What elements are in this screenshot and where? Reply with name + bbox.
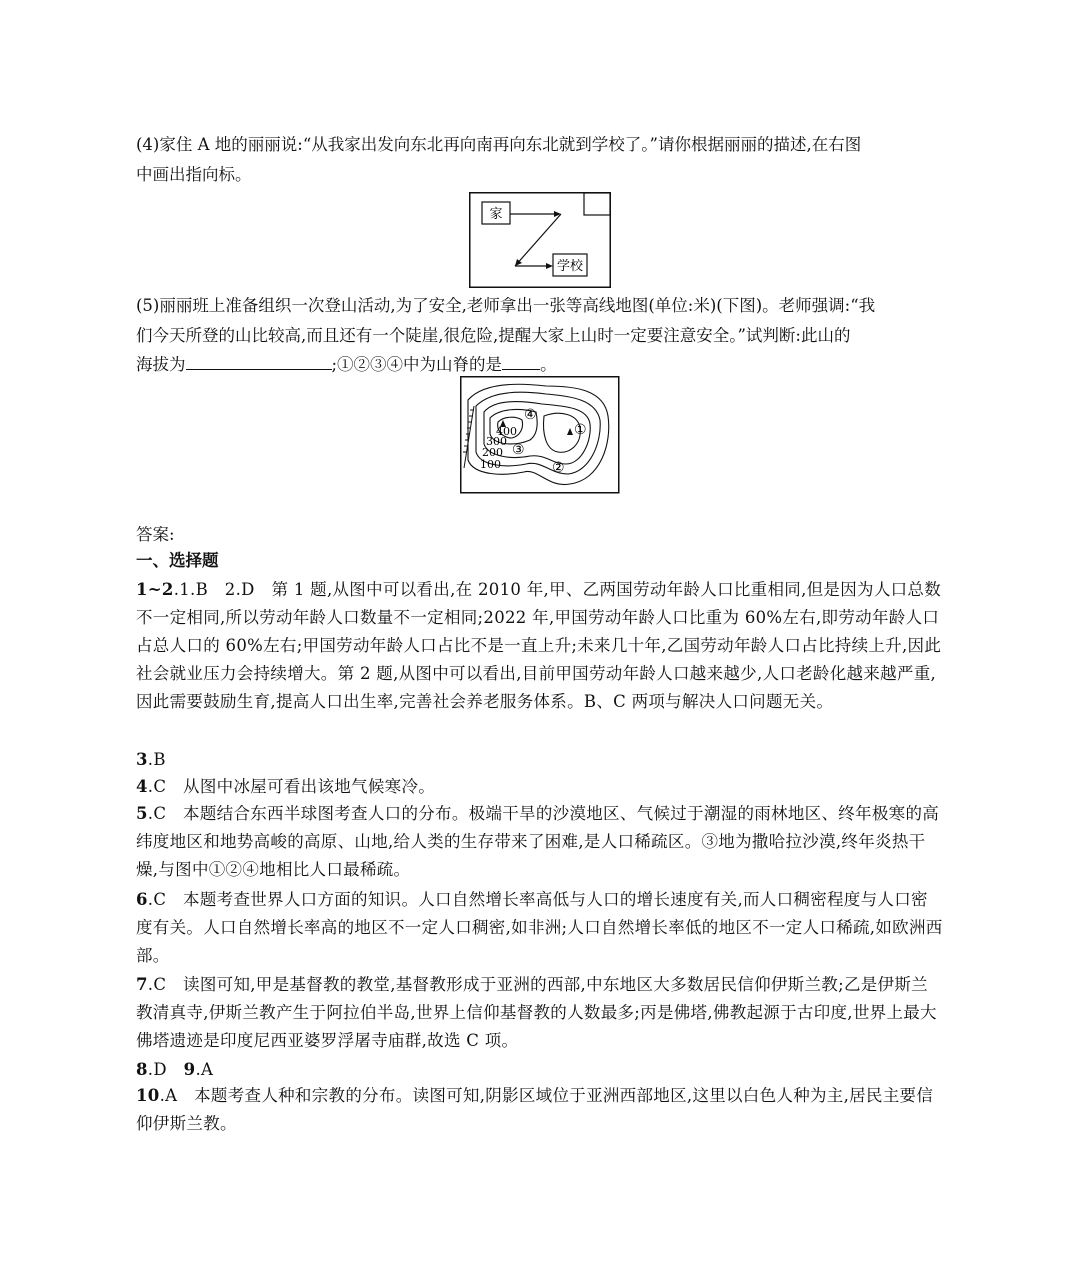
contour-map bbox=[460, 376, 620, 494]
answer-text: .C 本题结合东西半球图考查人口的分布。极端干旱的沙漠地区、气候过于潮湿的雨林地区、终年极寒的高纬度地区和地势高峻的高原、山地,给人类的生存带来了困难,是人口稀疏区。③地为撒哈拉沙漠,终年炎热干燥,与图中①②④地相比人口最稀疏。 bbox=[136, 804, 940, 879]
answer-text: .C 从图中冰屋可看出该地气候寒冷。 bbox=[147, 777, 436, 796]
answer-number: 10 bbox=[136, 1086, 160, 1105]
altitude-answer-blank[interactable] bbox=[186, 353, 332, 370]
question5-line2: 们今天所登的山比较高,而且还有一个陡崖,很危险,提醒大家上山时一定要注意安全。”试判断:此山的 bbox=[136, 326, 851, 345]
contour-100: 100 bbox=[480, 458, 501, 471]
answer-text: .1.B 2.D 第 1 题,从图中可以看出,在 2010 年,甲、乙两国劳动年龄人口比重相同,但是因为人口总数不一定相同,所以劳动年龄人口数量不一定相同;2022 年,甲国劳动年龄人口比重为 60%左右,即劳动年龄人口占总人口的 60%左右;甲国劳动年龄人口占比不是一直上升;未来几十年,乙国劳动年龄人口占比持续上升,因此社会就业压力会持续增大。第 2 题,从图中可以看出,目前甲国劳动年龄人口越来越少,人口老龄化越来越严重,因此需要鼓励生育,提高人口出生率,完善社会养老服务体系。B、C 两项与解决人口问题无关。 bbox=[136, 580, 942, 711]
school-label: 学校 bbox=[556, 259, 584, 274]
answers-section-title: 一、选择题 bbox=[136, 551, 219, 570]
answer-number: 3 bbox=[136, 750, 148, 769]
answers-heading: 答案: bbox=[136, 525, 175, 544]
peak-triangle-right bbox=[567, 428, 573, 435]
question5-line1: (5)丽丽班上准备组织一次登山活动,为了安全,老师拿出一张等高线地图(单位:米)(下图)。老师强调:“我 bbox=[136, 296, 876, 315]
answer-number: 8 bbox=[136, 1060, 148, 1079]
point-2-label: ② bbox=[552, 460, 565, 476]
compass-placeholder-box bbox=[584, 193, 610, 215]
answer-number: 1~2 bbox=[136, 580, 174, 599]
question4-line2: 中画出指向标。 bbox=[136, 165, 252, 184]
answer-text: .A bbox=[195, 1060, 214, 1079]
point-3-label: ③ bbox=[512, 442, 525, 458]
question5-text-a: 海拔为 bbox=[136, 355, 186, 374]
contour-200: 200 bbox=[482, 446, 503, 459]
answer-7 bbox=[136, 971, 944, 1055]
answer-6 bbox=[136, 886, 944, 970]
answer-4 bbox=[136, 773, 944, 801]
home-label: 家 bbox=[489, 207, 503, 222]
question4-line1: (4)家住 A 地的丽丽说:“从我家出发向东北再向南再向东北就到学校了。”请你根据丽丽的描述,在右图 bbox=[136, 135, 862, 154]
question5-text-c: 。 bbox=[540, 355, 557, 374]
question5-text-b: ;①②③④中为山脊的是 bbox=[331, 355, 503, 374]
answer-3 bbox=[136, 746, 944, 774]
contour-300: 300 bbox=[486, 435, 507, 448]
answer-number: 7 bbox=[136, 975, 148, 994]
point-1-label: ① bbox=[574, 422, 587, 438]
route-diagram bbox=[469, 192, 611, 288]
answer-text: .A 本题考查人种和宗教的分布。读图可知,阴影区域位于亚洲西部地区,这里以白色人种为主,居民主要信仰伊斯兰教。 bbox=[136, 1086, 934, 1133]
answer-text: .D bbox=[147, 1060, 184, 1079]
point-labels bbox=[512, 407, 587, 476]
answer-number: 6 bbox=[136, 890, 148, 909]
answer-text: .C 读图可知,甲是基督教的教堂,基督教形成于亚洲的西部,中东地区大多数居民信仰伊斯兰教;乙是伊斯兰教清真寺,伊斯兰教产生于阿拉伯半岛,世界上信仰基督教的人数最多;丙是佛塔,佛教起源于古印度,世界上最大佛塔遗迹是印度尼西亚婆罗浮屠寺庙群,故选 C 项。 bbox=[136, 975, 937, 1050]
answer-number: 5 bbox=[136, 804, 148, 823]
answer-number: 9 bbox=[183, 1060, 196, 1079]
answer-number: 4 bbox=[136, 777, 148, 796]
ridge-answer-blank[interactable] bbox=[502, 353, 540, 370]
point-4-label: ④ bbox=[524, 407, 537, 423]
answer-5 bbox=[136, 800, 944, 884]
answer-text: .C 本题考查世界人口方面的知识。人口自然增长率高低与人口的增长速度有关,而人口稠密程度与人口密度有关。人口自然增长率高的地区不一定人口稠密,如非洲;人口自然增长率低的地区不一定人口稀疏,如欧洲西部。 bbox=[136, 890, 943, 965]
answer-text: .B bbox=[147, 750, 166, 769]
answer-1-2 bbox=[136, 576, 944, 716]
question5-line3 bbox=[136, 353, 557, 377]
answer-8-9 bbox=[136, 1056, 944, 1084]
contour-400: 400 bbox=[496, 425, 517, 438]
answer-10 bbox=[136, 1082, 944, 1138]
